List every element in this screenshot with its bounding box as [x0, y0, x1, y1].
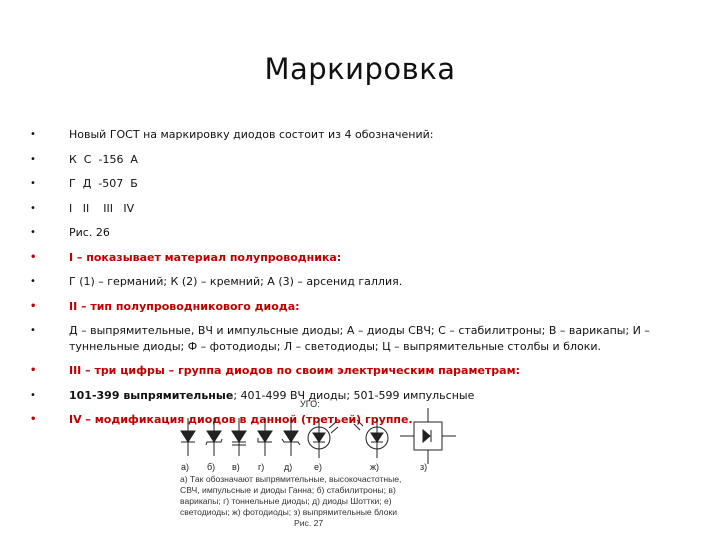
- figure-label: з): [420, 462, 428, 472]
- diode-icon: [181, 418, 195, 456]
- figure-caption-line: варикапы; г) тоннельные диоды; д) диоды Шоттки; е): [180, 496, 392, 506]
- bullet-icon: •: [30, 365, 37, 376]
- list-item: • I – показывает материал полупроводника:: [30, 250, 342, 264]
- varicap-icon: [232, 418, 246, 456]
- figure-caption-line: светодиоды; ж) фотодиоды; з) выпрямительные блоки: [180, 507, 398, 517]
- bullet-icon: •: [30, 129, 36, 140]
- bullet-icon: •: [30, 300, 37, 312]
- tunnel-diode-icon: [258, 418, 272, 456]
- figure-label: а): [181, 462, 190, 472]
- figure-label: ж): [370, 462, 380, 472]
- figure-label: д): [284, 462, 293, 472]
- bullet-icon: •: [30, 325, 36, 336]
- bullet-icon: •: [30, 202, 36, 214]
- bullet-icon: •: [30, 178, 36, 189]
- list-item: • I II III IV: [30, 201, 135, 215]
- list-item: • III – три цифры – группа диодов по своим электрическим параметрам:: [30, 364, 520, 377]
- schottky-diode-icon: [282, 418, 300, 456]
- figure-heading: УГО:: [300, 399, 320, 409]
- figure-caption-line: а) Так обозначают выпрямительные, высокочастотные,: [180, 474, 402, 484]
- figure-caption-line: Рис. 27: [294, 518, 324, 528]
- led-icon: [308, 418, 338, 458]
- list-item: • Г (1) – германий; К (2) – кремний; А (3) – арсенид галлия.: [30, 275, 403, 288]
- bullet-icon: •: [30, 153, 36, 165]
- list-item: • К С -156 А: [30, 152, 138, 166]
- bullet-icon: •: [30, 227, 36, 238]
- list-item: • Г Д -507 Б: [30, 177, 138, 190]
- bullet-icon: •: [30, 389, 36, 401]
- figure-label: в): [232, 462, 240, 472]
- rectifier-block-icon: [400, 408, 456, 464]
- slide-title: Маркировка: [264, 52, 456, 86]
- list-item: • Рис. 26: [30, 226, 110, 239]
- diode-symbols-svg: [176, 394, 466, 534]
- figure-caption-line: СВЧ, импульсные и диоды Ганна; б) стабилитроны; в): [180, 485, 396, 495]
- figure-label: г): [258, 462, 265, 472]
- list-item: • 101-399 выпрямительные; 401-499 ВЧ диоды; 501-599 импульсные: [30, 388, 475, 402]
- bullet-icon: •: [30, 251, 37, 263]
- bullet-list: [26, 127, 690, 437]
- list-item: • Новый ГОСТ на маркировку диодов состоит из 4 обозначений:: [30, 128, 434, 141]
- list-item: • II – тип полупроводникового диода:: [30, 299, 300, 313]
- zener-diode-icon: [206, 418, 222, 456]
- figure-label: е): [314, 462, 323, 472]
- diode-symbols-figure: [176, 394, 466, 534]
- list-item: • IV – модификация диодов в данной (третьей) группе.: [30, 413, 413, 426]
- photodiode-icon: [354, 418, 388, 458]
- list-item: • Д – выпрямительные, ВЧ и импульсные диоды; А – диоды СВЧ; С – стабилитроны; В – варикапы; И – туннельные диоды; Ф – фотодиоды; Л – светодиоды; Ц – выпрямительные столбы и блоки.: [30, 324, 650, 353]
- bullet-icon: •: [30, 276, 36, 287]
- figure-label: б): [207, 462, 216, 472]
- bullet-icon: •: [30, 414, 37, 425]
